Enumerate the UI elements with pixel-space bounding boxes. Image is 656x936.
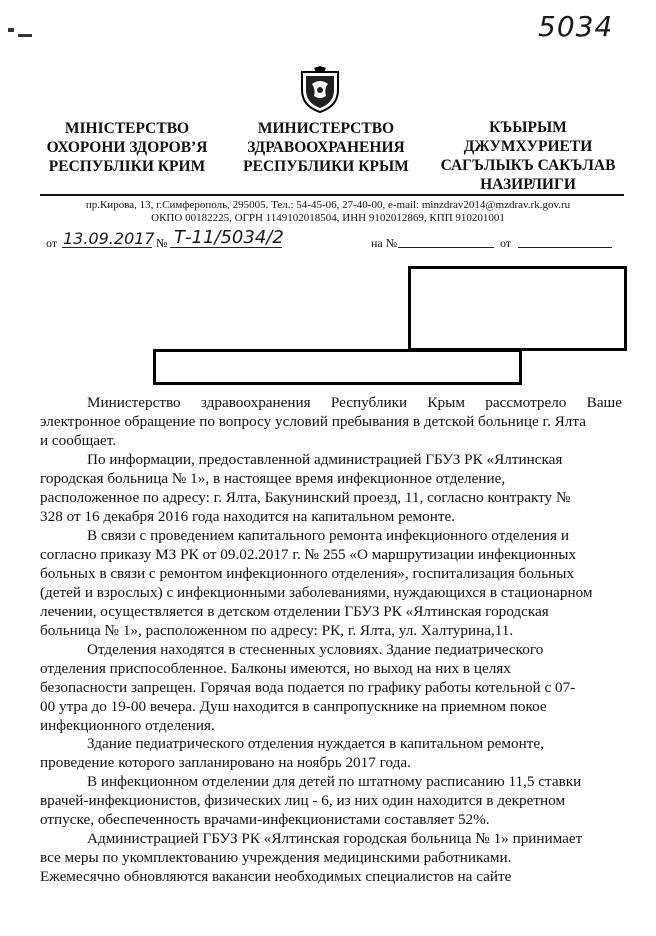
text-line: В инфекционном отделении для детей по штатному расписанию 11,5 ставки	[87, 773, 582, 790]
text-line: и сообщает.	[40, 431, 117, 449]
text-line: безопасности запрещен. Горячая вода подается по графику работы котельной с 07-	[40, 678, 576, 696]
header-divider	[40, 194, 624, 196]
to-number-label: на №	[371, 236, 398, 250]
body-paragraph	[40, 451, 622, 527]
scan-mark	[8, 28, 14, 32]
number-label: №	[156, 236, 168, 250]
body-paragraph	[40, 527, 622, 640]
header-line: РЕСПУБЛИКИ КРЫМ	[243, 158, 409, 175]
text-line: Отделения находятся в стесненных условиях. Здание педиатрического	[87, 641, 544, 658]
to-date-underline	[518, 247, 612, 248]
header-ukrainian	[42, 119, 212, 176]
body-paragraph	[40, 394, 622, 451]
text-line: Министерство здравоохранения Республики Крым рассмотрело Ваше	[87, 394, 622, 411]
redacted-recipient-name	[153, 349, 522, 385]
header-line: КЪЫРЫМ	[489, 119, 567, 136]
text-line: больных в связи с ремонтом инфекционного отделения», госпитализация больных	[40, 564, 575, 582]
text-line: инфекционного отделения.	[40, 716, 215, 734]
crimea-coat-of-arms-emblem	[298, 66, 342, 114]
address-line-1: пр.Кирова, 13, г.Симферополь, 295005. Тел.: 54-45-06, 27-40-00, e-mail: minzdrav2014@mzdrav.rk.gov.ru	[85, 199, 571, 211]
header-crimean-tatar	[430, 118, 626, 194]
header-line: РЕСПУБЛІКИ КРИМ	[48, 158, 206, 175]
scan-mark	[18, 34, 32, 37]
header-line: САГЪЛЫКЪ САКЪЛАВ	[440, 157, 616, 174]
text-line: проведение которого запланировано на ноябрь 2017 года.	[40, 753, 411, 771]
text-line: 00 утра до 19-00 вечера. Душ находится в санпропускнике на приемном покое	[40, 697, 547, 715]
header-line: ОХОРОНИ ЗДОРОВ’Я	[46, 139, 208, 156]
text-line: все меры по укомплектованию учреждения медицинскими работниками.	[40, 848, 512, 866]
header-russian	[236, 119, 416, 176]
header-line: МИНИСТЕРСТВО	[257, 120, 395, 137]
handwritten-date: 13.09.2017	[63, 229, 155, 248]
text-line: По информации, предоставленной администрацией ГБУЗ РК «Ялтинская	[87, 451, 563, 468]
text-line: расположенное по адресу: г. Ялта, Бакунинский проезд, 11, согласно контракту №	[40, 488, 571, 506]
to-from-label: от	[500, 236, 512, 250]
text-line: электронное обращение по вопросу условий пребывания в детской больнице г. Ялта	[40, 412, 586, 430]
text-line: согласно приказу МЗ РК от 09.02.2017 г. № 255 «О маршрутизации инфекционных	[40, 545, 577, 563]
text-line: (детей и взрослых) с инфекционными заболеваниями, нуждающихся в стационарном	[40, 583, 593, 601]
text-line: 328 от 16 декабря 2016 года находится на капитальном ремонте.	[40, 507, 456, 525]
handwritten-outgoing-number: Т-11/5034/2	[174, 227, 284, 248]
text-line: врачей-инфекционистов, физических лиц - 6, из них один находится в декретном	[40, 791, 566, 809]
text-line: отпуске, обеспеченность врачами-инфекционистами составляет 52%.	[40, 810, 490, 828]
text-line: В связи с проведением капитального ремонта инфекционного отделения и	[87, 527, 569, 544]
text-line: городская больница № 1», в настоящее время инфекционное отделение,	[40, 469, 506, 487]
body-paragraph	[40, 830, 622, 887]
text-line: Администрацией ГБУЗ РК «Ялтинская городская больница № 1» принимает	[87, 830, 583, 847]
header-line: МІНІСТЕРСТВО	[64, 120, 190, 137]
header-line: ЗДРАВООХРАНЕНИЯ	[247, 139, 405, 156]
text-line: лечении, осуществляется в детском отделении ГБУЗ РК «Ялтинская городская	[40, 602, 549, 620]
redacted-recipient-address	[408, 266, 627, 351]
body-paragraph	[40, 641, 622, 736]
from-label: от	[46, 236, 58, 250]
header-line: ДЖУМХУРИЕТИ	[463, 138, 593, 155]
handwritten-document-number: 5034	[538, 10, 614, 43]
text-line: Здание педиатрического отделения нуждается в капитальном ремонте,	[87, 735, 544, 752]
body-paragraph	[40, 735, 622, 773]
text-line: Ежемесячно обновляются вакансии необходимых специалистов на сайте	[40, 867, 512, 885]
body-paragraph	[40, 773, 622, 830]
text-line: отделения приспособленное. Балконы имеются, но выход на них в целях	[40, 659, 511, 677]
header-line: НАЗИРЛИГИ	[480, 176, 576, 193]
to-number-underline	[398, 247, 494, 248]
text-line: больница № 1», расположенном по адресу: РК, г. Ялта, ул. Халтурина,11.	[40, 621, 514, 639]
address-line-2: ОКПО 00182225, ОГРН 1149102018504, ИНН 9102012869, КПП 910201001	[151, 212, 505, 224]
